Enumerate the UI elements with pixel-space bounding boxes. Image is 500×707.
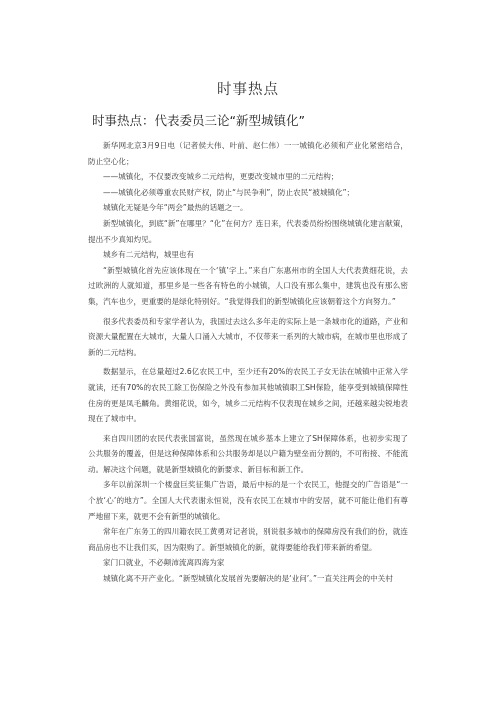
paragraph: “新型城镇化首先应该体现在一个‘镇’字上。”来自广东惠州市的全国人大代表黄细花说，去过欧洲的人就知道，那里乡是一些各有特色的小城镇，人口没有那么集中，建筑也没有那么密集，汽车也少，更重要的是绿化特别好。“我觉得我们的新型城镇化应该朝着这个方向努力。” bbox=[88, 265, 408, 306]
paragraph: 城镇化无疑是今年“两会”最热的话题之一。 bbox=[103, 203, 248, 213]
paragraph: 新型城镇化，到底“新”在哪里？“化”在何方？连日来，代表委员纷纷围绕城镇化建言献策，提出不少真知灼见。 bbox=[88, 218, 408, 244]
paragraph: 数据显示，在总量超过2.6亿农民工中，至少还有20%的农民工子女无法在城镇中正常入学就读，还有70%的农民工除工伤保险之外没有参加其他城镇职工SH保险，能享受到城镇保障性住房的更是凤毛麟角。黄细花说，如今，城乡二元结构不仅表现在城乡之间，还越来越尖锐地表现在了城市中。 bbox=[88, 367, 408, 424]
paragraph: 常年在广东务工的四川籍农民工黄勇对记者说，别说很多城市的保障房没有我们的份，就连商品房也不让我们买，因为限购了。新型城镇化的新，就得要能给我们带来新的希望。 bbox=[88, 527, 408, 552]
paragraph: ——城镇化必须尊重农民财产权，防止“与民争利”，防止农民“被城镇化”； bbox=[103, 187, 355, 197]
section-heading: 家门口就业，不必颠沛流离四海为家 bbox=[103, 558, 225, 568]
paragraph: 城镇化离不开产业化。“新型城镇化发展首先要解决的是‘业问’。”一直关注两会的中关村 bbox=[103, 574, 393, 584]
section-heading: 城乡有二元结构，城里也有 bbox=[103, 250, 195, 260]
document-title: 时事热点 bbox=[217, 82, 279, 98]
document-body bbox=[88, 138, 408, 587]
paragraph: 很多代表委员和专家学者认为，我国过去这么多年走的实际上是一条城市化的道路，产业和资源大量配置在大城市，大量人口涌入大城市，不仅带来一系列的大城市病，在城市里也形成了新的二元结构。 bbox=[88, 316, 408, 357]
paragraph: 新华网北京3月9日电（记者侯大伟、叶前、赵仁伟）一一城镇化必须和产业化紧密结合，防止空心化； bbox=[88, 141, 408, 166]
document-subtitle: 时事热点：代表委员三论“新型城镇化” bbox=[92, 113, 305, 128]
paragraph: 多年以前深圳一个楼盘巨奖征集广告语，最后中标的是一个农民工，他提交的广告语是“一个放‘心’的地方”。全国人大代表谢永恒说，没有农民工在城市中的安居，就不可能让他们有尊严地留下来，就更不会有新型的城镇化。 bbox=[88, 480, 408, 521]
paragraph: 来自四川团的农民代表张国富说，虽然现在城乡基本上建立了SH保障体系，也初步实现了公共服务的覆盖，但是这种保障体系和公共服务却是以户籍为壁垒而分割的，不可衔接、不能流动。解决这个问题，就是新型城镇化的新要求、新目标和新工作。 bbox=[88, 433, 408, 474]
paragraph: ——城镇化，不仅要改变城乡二元结构，更要改变城市里的二元结构； bbox=[103, 172, 339, 182]
